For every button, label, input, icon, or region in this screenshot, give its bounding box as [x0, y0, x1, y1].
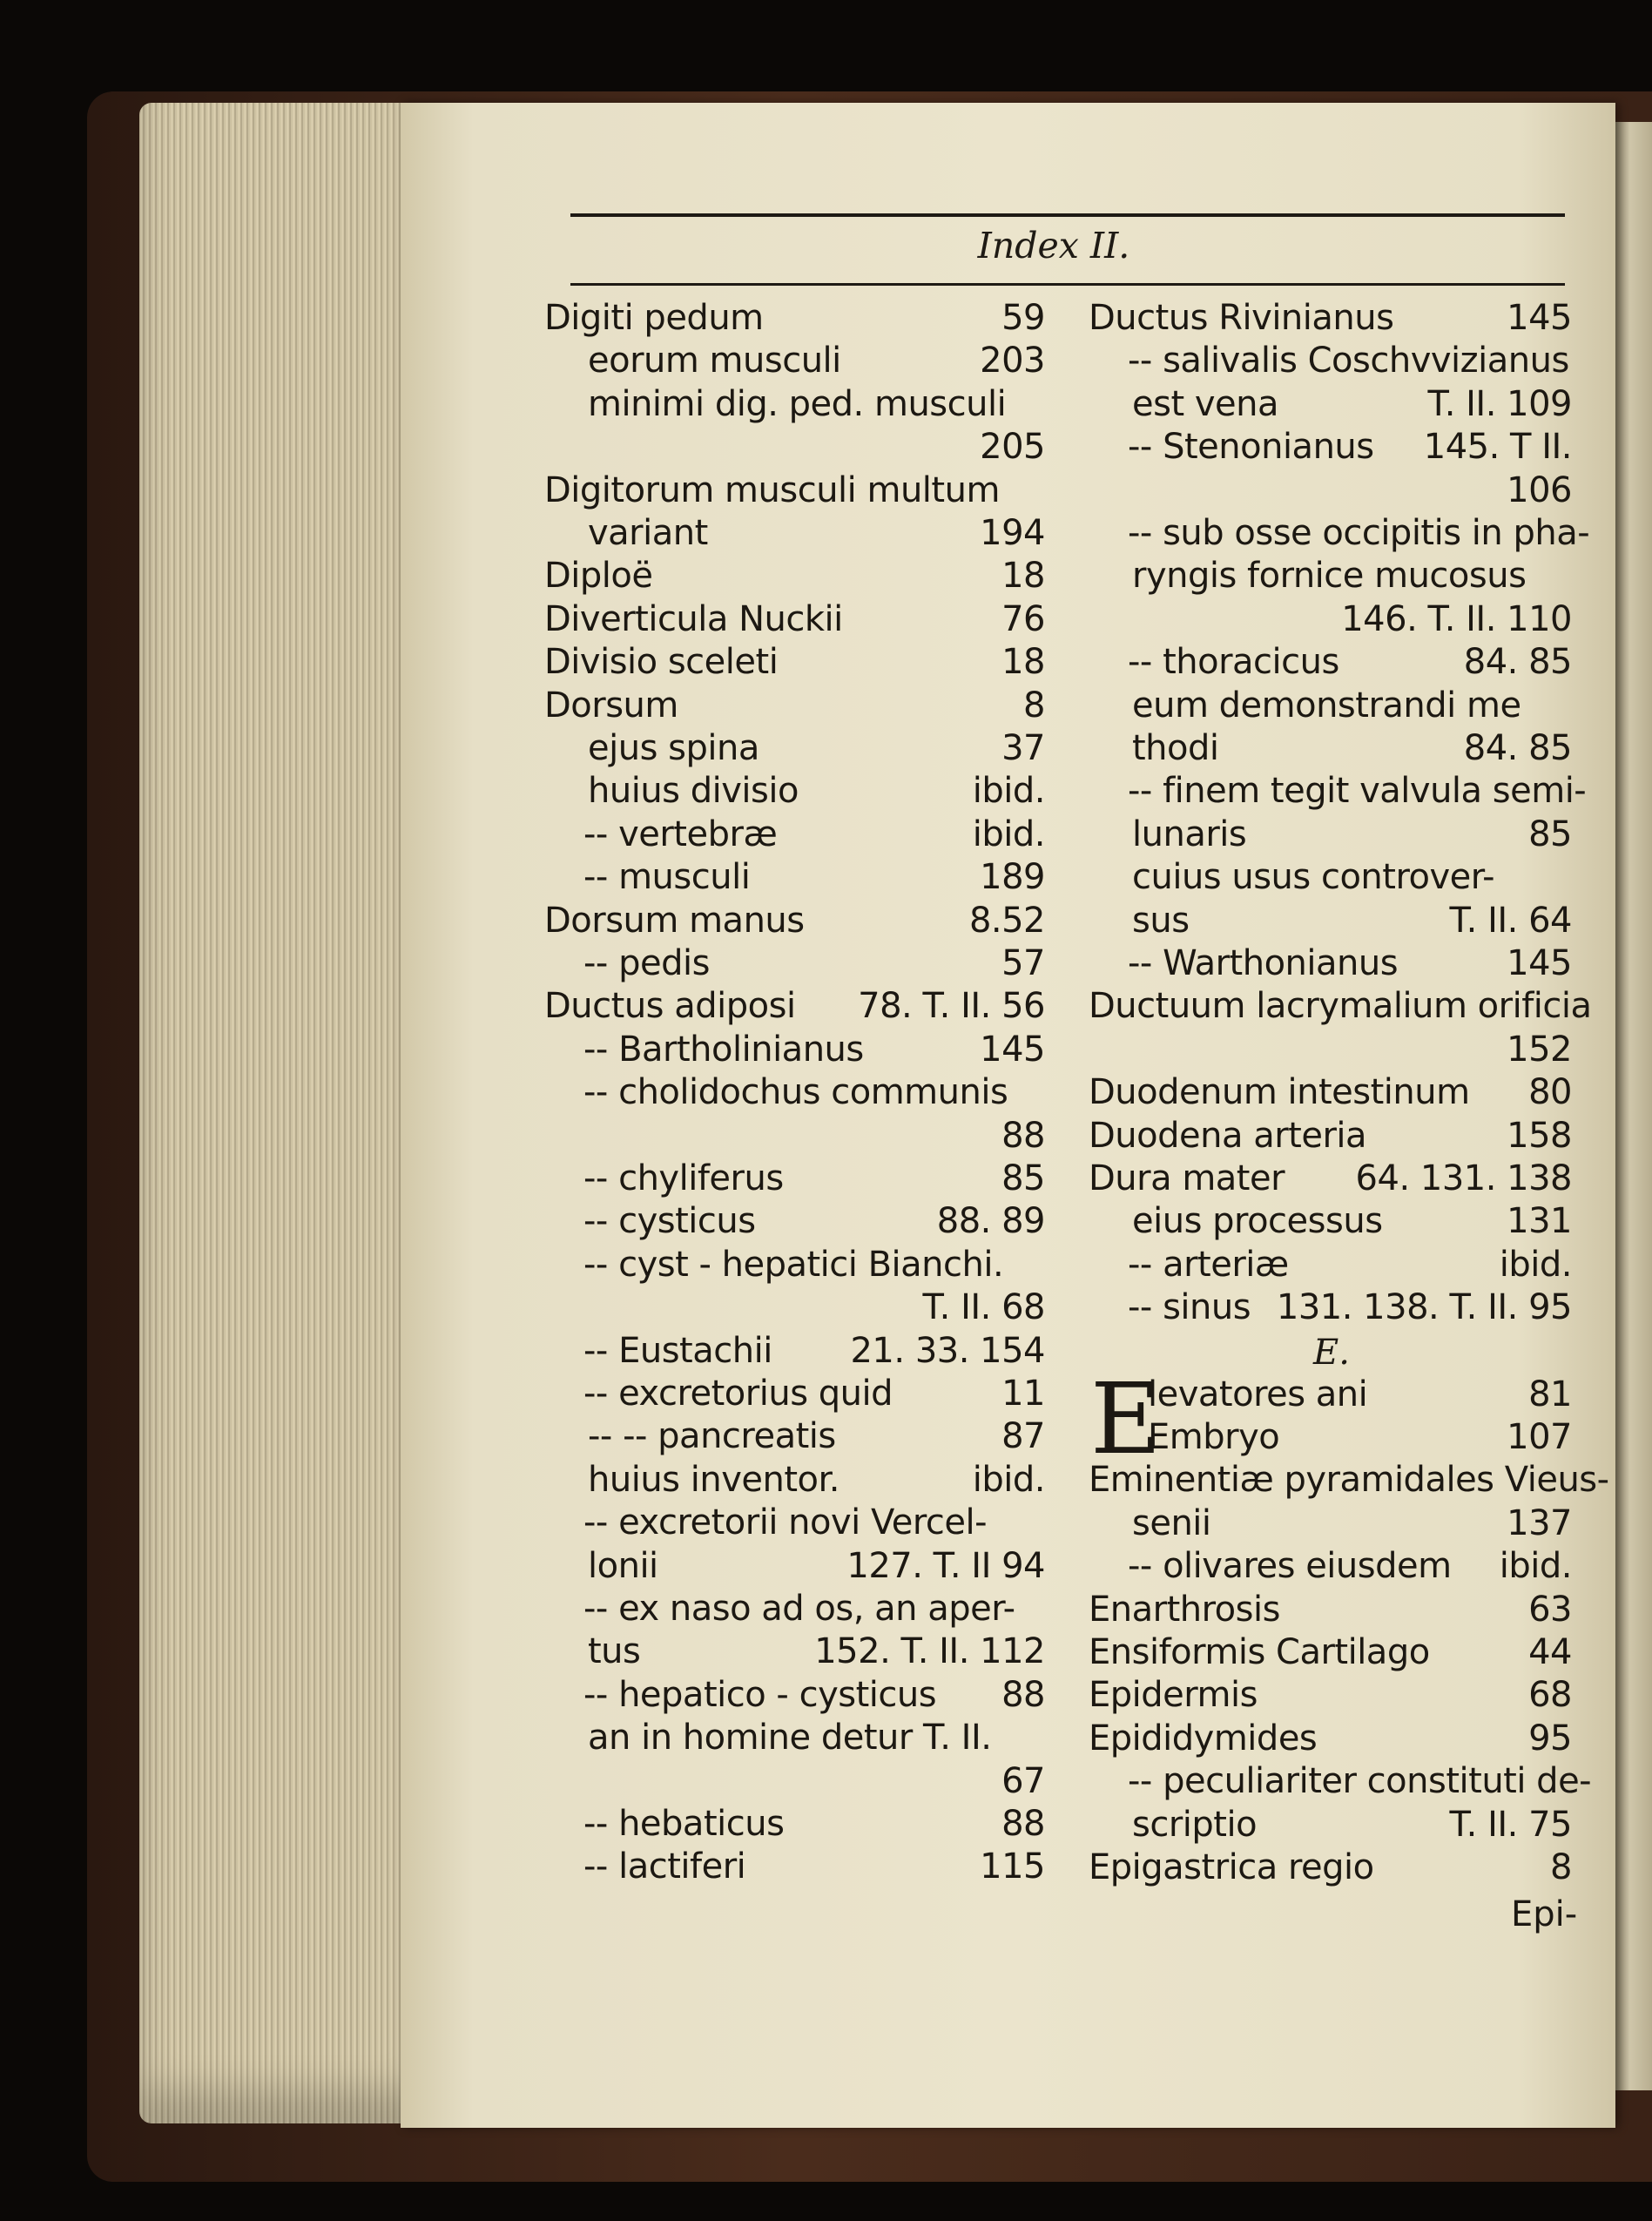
- index-entry-page-ref: 88: [1001, 1115, 1045, 1156]
- index-entry-term: thodi: [1132, 728, 1219, 768]
- index-entry-page-ref: 37: [1001, 728, 1045, 768]
- index-entry-term: -- Eustachii: [583, 1330, 772, 1371]
- index-entry-term: Duodena arteria: [1089, 1115, 1367, 1156]
- section-letter: E.: [1313, 1333, 1350, 1373]
- index-entry-term: -- Warthonianus: [1128, 943, 1399, 983]
- index-entry-term: -- excretorii novi Vercel-: [583, 1502, 988, 1543]
- index-entry-term: tus: [588, 1631, 641, 1672]
- index-entry-page-ref: 194: [980, 513, 1045, 553]
- top-rule: [570, 213, 1565, 217]
- index-entry-term: sus: [1132, 900, 1190, 941]
- index-entry-term: -- cysticus: [583, 1201, 756, 1242]
- index-entry-term: Ductuum lacrymalium orificia: [1089, 986, 1592, 1027]
- index-entry-term: Dura mater: [1089, 1158, 1285, 1198]
- index-entry-term: -- Bartholinianus: [583, 1029, 864, 1070]
- index-entry-page-ref: 145. T II.: [1423, 427, 1572, 468]
- index-entry-term: -- cyst - hepatici Bianchi.: [583, 1244, 1004, 1285]
- index-entry-page-ref: T. II. 64: [1449, 900, 1572, 941]
- facing-page-edge: [1615, 122, 1652, 2090]
- index-entry-term: eius processus: [1132, 1201, 1383, 1242]
- index-entry-page-ref: 8.52: [968, 900, 1045, 941]
- head-rule: [570, 283, 1565, 286]
- index-entry-term: Digiti pedum: [544, 298, 764, 338]
- index-entry-page-ref: 85: [1001, 1158, 1045, 1198]
- index-entry-page-ref: 127. T. II 94: [846, 1545, 1045, 1586]
- drop-cap: E: [1090, 1363, 1162, 1476]
- index-entry-term: eum demonstrandi me: [1132, 685, 1521, 726]
- index-entry-term: -- salivalis Coschvvizianus: [1128, 341, 1569, 381]
- index-entry-term: Digitorum musculi multum: [544, 469, 1000, 510]
- index-entry-page-ref: 146. T. II. 110: [1341, 598, 1572, 639]
- index-entry-term: Diverticula Nuckii: [544, 598, 843, 639]
- index-entry-page-ref: 59: [1001, 298, 1045, 338]
- index-entry-page-ref: 131. 138. T. II. 95: [1276, 1287, 1572, 1328]
- index-entry-page-ref: 63: [1528, 1589, 1572, 1630]
- index-entry-page-ref: ibid.: [972, 1459, 1045, 1500]
- index-entry-term: lonii: [588, 1545, 658, 1586]
- index-entry-term: Dorsum: [544, 685, 678, 726]
- index-entry-page-ref: 57: [1001, 943, 1045, 983]
- index-entry-page-ref: 131: [1507, 1201, 1572, 1242]
- index-entry-page-ref: ibid.: [972, 813, 1045, 854]
- index-entry-term: variant: [588, 513, 708, 553]
- index-entry-term: Epidermis: [1089, 1675, 1258, 1716]
- index-entry-page-ref: 145: [1507, 298, 1572, 338]
- index-entry-page-ref: 8: [1023, 685, 1045, 726]
- index-entry-term: -- Stenonianus: [1128, 427, 1374, 468]
- index-entry-page-ref: ibid.: [1499, 1244, 1572, 1285]
- index-entry-page-ref: 189: [980, 857, 1045, 898]
- index-entry-page-ref: 88. 89: [936, 1201, 1045, 1242]
- index-entry-term: Duodenum intestinum: [1089, 1072, 1470, 1113]
- index-entry-page-ref: 11: [1001, 1374, 1045, 1414]
- index-entry-page-ref: 84. 85: [1463, 728, 1572, 768]
- index-entry-term: -- ex naso ad os, an aper-: [583, 1589, 1015, 1629]
- index-entry-page-ref: 107: [1507, 1417, 1572, 1457]
- index-entry-page-ref: 21. 33. 154: [850, 1330, 1045, 1371]
- index-entry-page-ref: 85: [1528, 813, 1572, 854]
- index-entry-term: scriptio: [1132, 1804, 1258, 1845]
- index-entry-page-ref: 145: [980, 1029, 1045, 1070]
- index-entry-page-ref: 44: [1528, 1632, 1572, 1672]
- index-entry-term: -- hebaticus: [583, 1804, 785, 1844]
- index-entry-term: -- peculiariter constituti de-: [1128, 1761, 1592, 1802]
- index-entry-page-ref: ibid.: [972, 771, 1045, 812]
- index-entry-page-ref: 87: [1001, 1416, 1045, 1457]
- page-edges: [139, 103, 427, 2123]
- running-head: Index II.: [977, 225, 1130, 267]
- index-entry-term: huius inventor.: [588, 1459, 839, 1500]
- index-entry-term: -- sub osse occipitis in pha-: [1128, 513, 1590, 553]
- index-entry-page-ref: 81: [1528, 1374, 1572, 1414]
- index-entry-term: -- sinus: [1128, 1287, 1251, 1328]
- index-entry-page-ref: 115: [980, 1846, 1045, 1887]
- index-entry-page-ref: 78. T. II. 56: [858, 986, 1045, 1027]
- index-entry-term: -- finem tegit valvula semi-: [1128, 771, 1587, 812]
- index-entry-page-ref: 152. T. II. 112: [814, 1631, 1045, 1672]
- index-entry-term: -- pedis: [583, 943, 710, 983]
- index-entry-term: cuius usus controver-: [1132, 857, 1495, 898]
- index-entry-term: ryngis fornice mucosus: [1132, 556, 1527, 597]
- index-entry-term: Ductus Rivinianus: [1089, 298, 1394, 338]
- index-entry-page-ref: 95: [1528, 1718, 1572, 1759]
- index-entry-page-ref: 158: [1507, 1115, 1572, 1156]
- index-entry-page-ref: ibid.: [1499, 1546, 1572, 1587]
- index-entry-page-ref: 8: [1550, 1847, 1572, 1887]
- index-entry-term: -- musculi: [583, 857, 751, 898]
- index-entry-term: Eminentiæ pyramidales Vieus-: [1089, 1460, 1609, 1501]
- index-entry-page-ref: T. II. 109: [1427, 383, 1572, 424]
- index-entry-term: -- -- pancreatis: [588, 1416, 836, 1457]
- index-entry-term: Epigastrica regio: [1089, 1847, 1374, 1887]
- index-entry-term: -- lactiferi: [583, 1846, 746, 1887]
- index-entry-term: Diploë: [544, 556, 653, 597]
- index-entry-term: Ductus adiposi: [544, 986, 796, 1027]
- index-entry-term: Epididymides: [1089, 1718, 1318, 1759]
- index-entry-term: -- arteriæ: [1128, 1244, 1289, 1285]
- index-entry-page-ref: 18: [1001, 642, 1045, 683]
- index-entry-term: -- excretorius quid: [583, 1374, 893, 1414]
- index-entry-term: -- olivares eiusdem: [1128, 1546, 1452, 1587]
- index-entry-term: Enarthrosis: [1089, 1589, 1280, 1630]
- index-entry-term: Divisio sceleti: [544, 642, 779, 683]
- index-entry-term: levatores ani: [1148, 1374, 1368, 1414]
- index-entry-page-ref: 68: [1528, 1675, 1572, 1716]
- index-entry-term: -- chyliferus: [583, 1158, 784, 1198]
- index-entry-page-ref: 84. 85: [1463, 642, 1572, 683]
- index-entry-term: Dorsum manus: [544, 900, 805, 941]
- index-entry-page-ref: 137: [1507, 1502, 1572, 1543]
- index-entry-term: lunaris: [1132, 813, 1247, 854]
- index-entry-term: Ensiformis Cartilago: [1089, 1632, 1430, 1672]
- index-entry-term: ejus spina: [588, 728, 759, 768]
- index-entry-term: huius divisio: [588, 771, 799, 812]
- index-entry-term: an in homine detur T. II.: [588, 1718, 992, 1759]
- index-entry-page-ref: 145: [1507, 943, 1572, 983]
- index-entry-term: senii: [1132, 1502, 1211, 1543]
- index-entry-page-ref: 80: [1528, 1072, 1572, 1113]
- index-entry-term: -- hepatico - cysticus: [583, 1674, 937, 1715]
- index-entry-page-ref: 64. 131. 138: [1355, 1158, 1572, 1198]
- catchword: Epi-: [1511, 1894, 1578, 1934]
- index-entry-page-ref: 152: [1507, 1029, 1572, 1070]
- index-entry-page-ref: 76: [1001, 598, 1045, 639]
- index-entry-page-ref: 88: [1001, 1804, 1045, 1844]
- index-entry-page-ref: 67: [1001, 1760, 1045, 1801]
- index-entry-term: est vena: [1132, 383, 1278, 424]
- index-entry-term: eorum musculi: [588, 341, 841, 381]
- index-entry-term: -- thoracicus: [1128, 642, 1339, 683]
- index-entry-page-ref: T. II. 75: [1449, 1804, 1572, 1845]
- index-entry-page-ref: 205: [980, 427, 1045, 468]
- index-entry-page-ref: 203: [980, 341, 1045, 381]
- index-entry-term: minimi dig. ped. musculi: [588, 383, 1007, 424]
- index-entry-page-ref: 88: [1001, 1674, 1045, 1715]
- index-entry-page-ref: 18: [1001, 556, 1045, 597]
- index-entry-term: -- vertebræ: [583, 813, 778, 854]
- index-entry-term: Embryo: [1148, 1417, 1280, 1457]
- index-entry-term: -- cholidochus communis: [583, 1072, 1008, 1113]
- index-entry-page-ref: T. II. 68: [922, 1287, 1045, 1328]
- index-entry-page-ref: 106: [1507, 469, 1572, 510]
